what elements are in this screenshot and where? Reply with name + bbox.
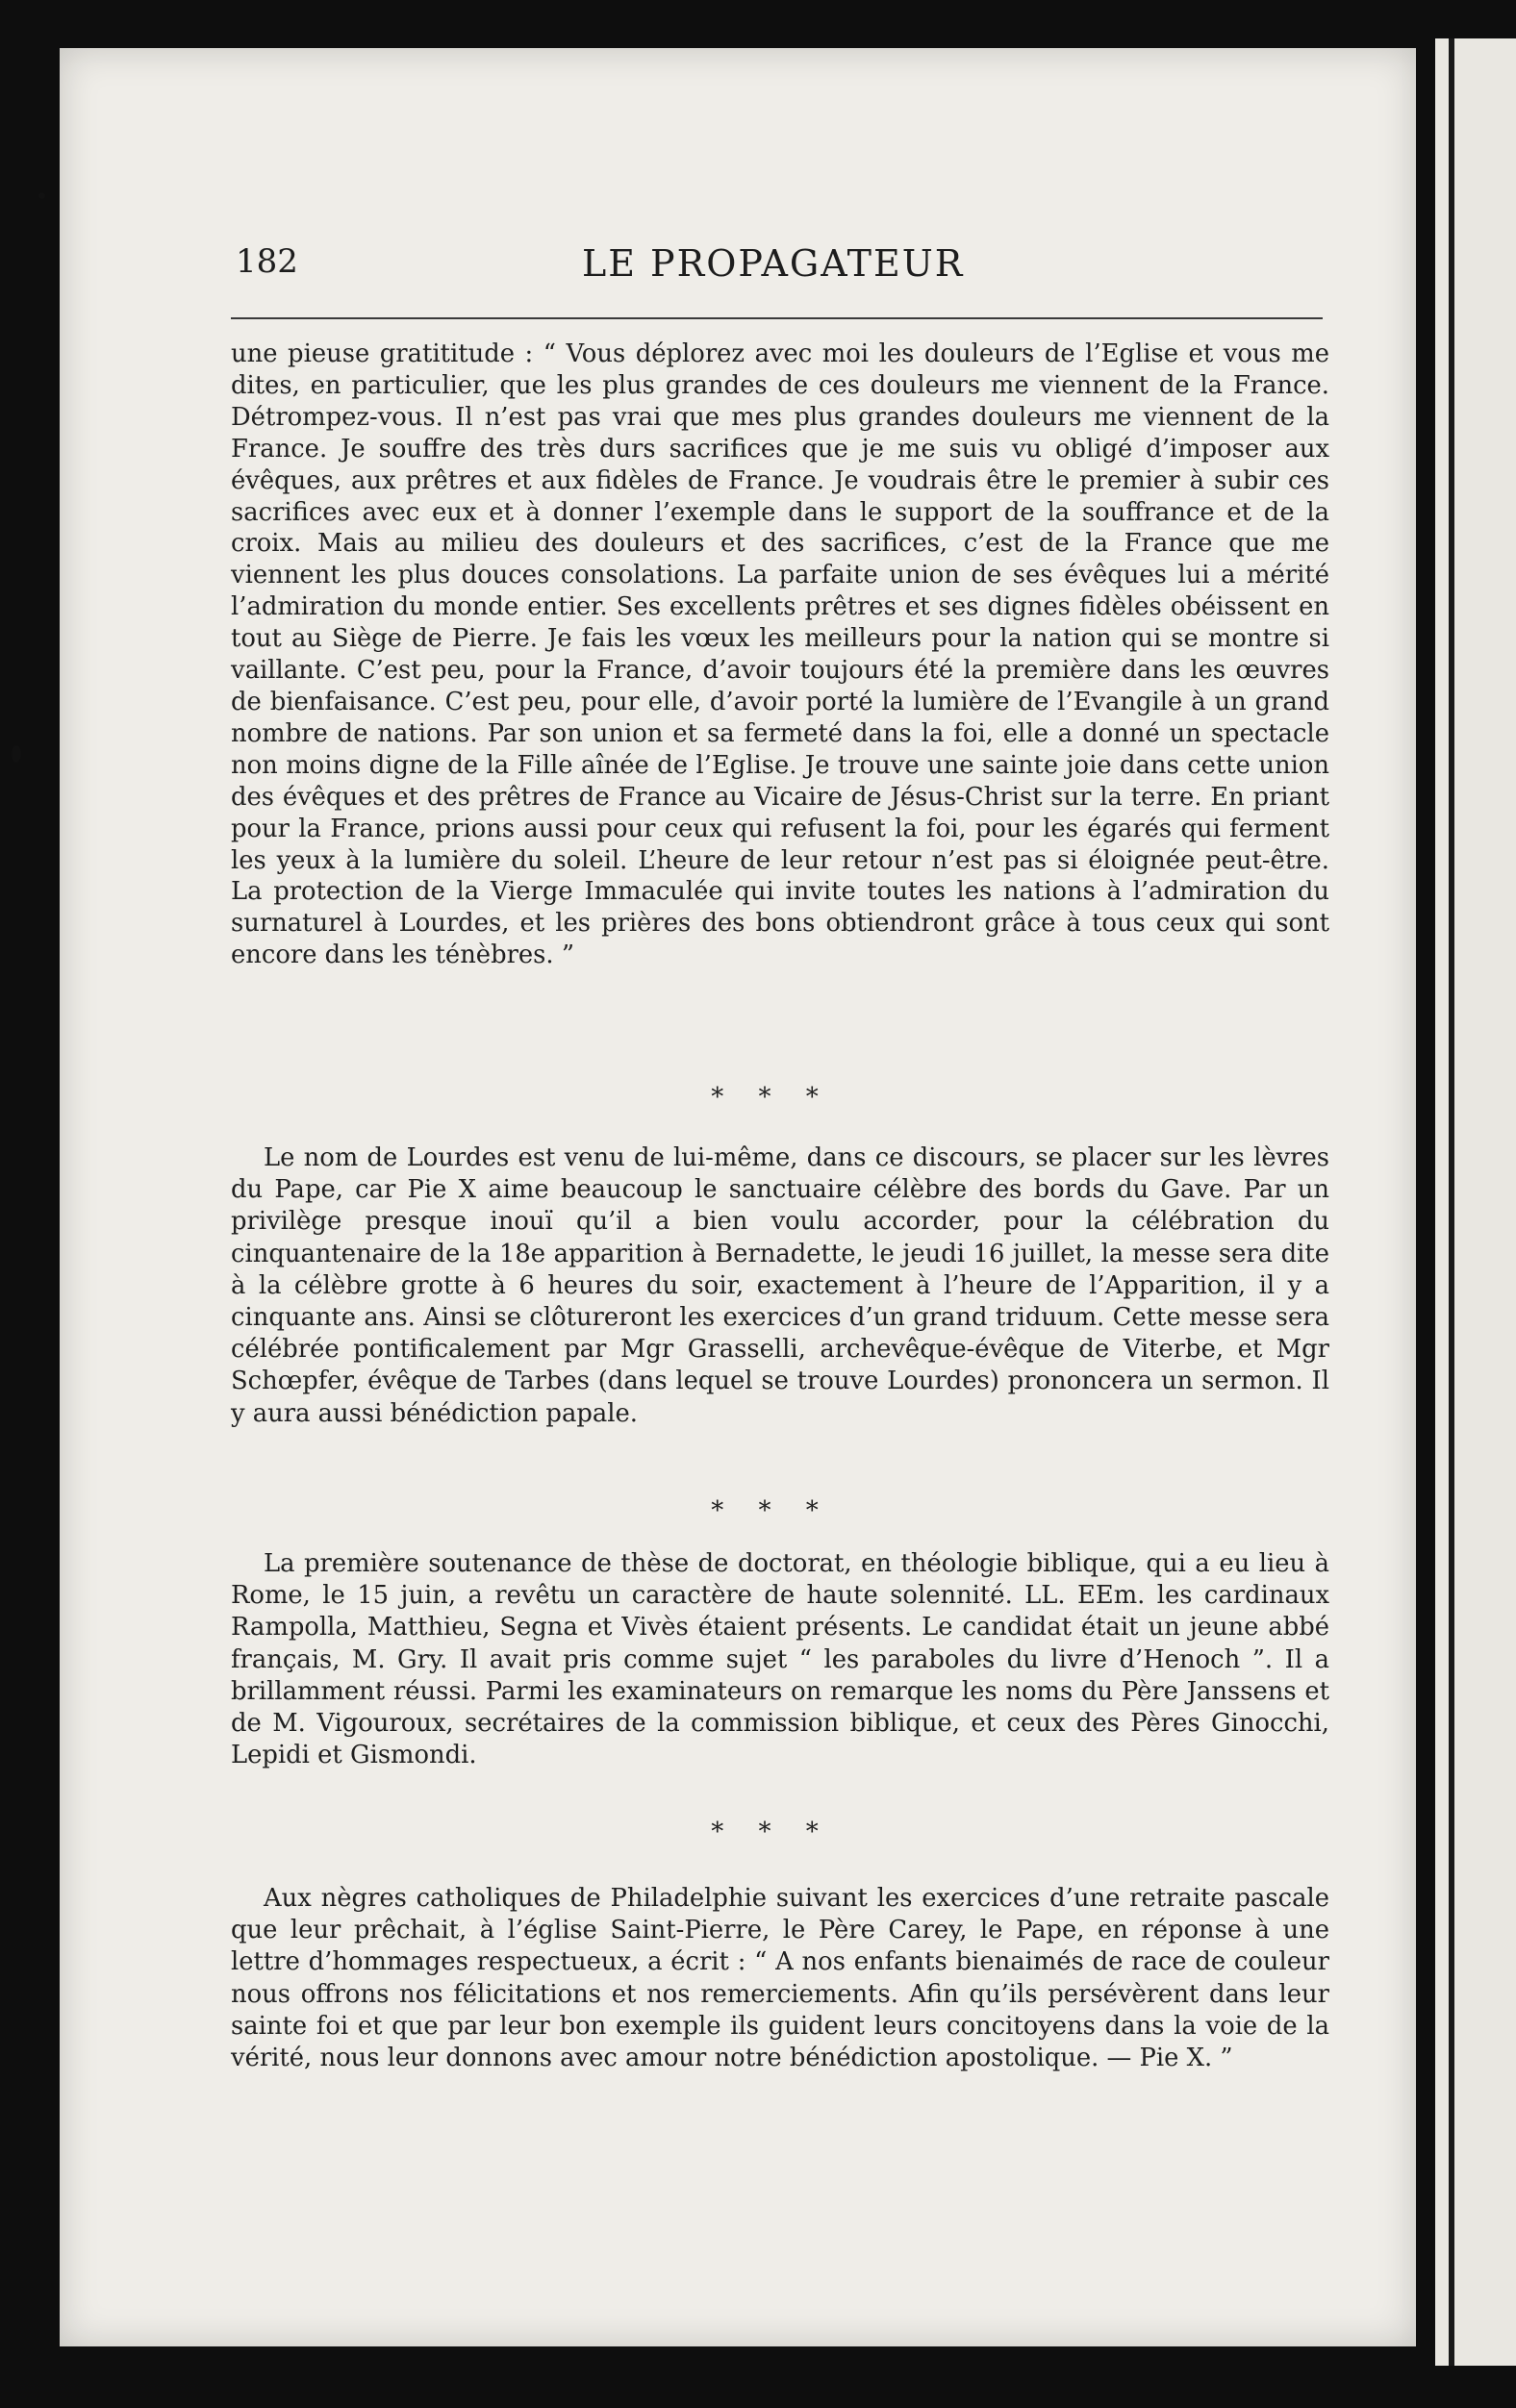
scan-speck (38, 192, 45, 199)
paragraph-pope-quote: une pieuse gratititude : “ Vous déplorez avec moi les douleurs de l’Eglise et vous me dites, en particulier, que les plus grandes de ces douleurs me viennent de la France. Détrompez-vous. Il n’est pas vrai que mes plus grandes douleurs me viennent de la France. Je souffre des très durs sacrifices que je me suis vu obligé d’imposer aux évêques, aux prêtres et aux fidèles de France. Je voudrais être le premier à subir ces sacrifices avec eux et à donner l’exemple dans le support de la souffrance et de la croix. Mais au milieu des douleurs et des sacrifices, c’est de la France que me viennent les plus douces consolations. La parfaite union de ses évêques lui a mérité l’admiration du monde entier. Ses excellents prêtres et ses dignes fidèles obéissent en tout au Siège de Pierre. Je fais les vœux les meilleurs pour la nation qui se montre si vaillante. C’est peu, pour la France, d’avoir toujours été la première dans les œuvres de bienfaisance. C’est peu, pour elle, d’avoir porté la lumière de l’Evangile à un grand nombre de nations. Par son union et sa fermeté dans la foi, elle a donné un spectacle non moins digne de la Fille aînée de l’Eglise. Je trouve une sainte joie dans cette union des évêques et des prêtres de France au Vicaire de Jésus-Christ sur la terre. En priant pour la France, prions aussi pour ceux qui refusent la foi, pour les égarés qui ferment les yeux à la lumière du soleil. L’heure de leur retour n’est pas si éloignée peut-être. La protection de la Vierge Immaculée qui invite toutes les nations à l’admiration du surnaturel à Lourdes, et les prières des bons obtiendront grâce à tous ceux qui sont encore dans les ténèbres. ” (231, 339, 1329, 970)
paragraph-philadelphia: Aux nègres catholiques de Philadelphie suivant les exercices d’une retraite pascale que leur prêchait, à l’église Saint-Pierre, le Père Carey, le Pape, en réponse à une lettre d’hommages respectueux, a écrit : “ A nos enfants bienaimés de race de couleur nous offrons nos félicitations et nos remerciements. Afin qu’ils persévèrent dans leur sainte foi et que par leur bon exemple ils guident leurs concitoyens dans la voie de la vérité, nous leur donnons avec amour notre bénédiction apostolique. — Pie X. ” (231, 1884, 1329, 2073)
running-title: LE PROPAGATEUR (582, 242, 965, 285)
page-gutter (1449, 38, 1454, 2366)
section-separator: * * * (711, 1496, 832, 1525)
scan-speck (12, 745, 21, 763)
adjacent-page-edge (1435, 38, 1516, 2366)
page-header (236, 242, 1323, 290)
section-separator: * * * (711, 1083, 832, 1112)
paragraph-lourdes: Le nom de Lourdes est venu de lui-même, dans ce discours, se placer sur les lèvres du Pape, car Pie X aime beaucoup le sanctuaire célèbre des bords du Gave. Par un privilège presque inouï qu’il a bien voulu accorder, pour la célébration du cinquantenaire de la 18e apparition à Bernadette, le jeudi 16 juillet, la messe sera dite à la célèbre grotte à 6 heures du soir, exactement à l’heure de l’Apparition, il y a cinquante ans. Ainsi se clôtureront les exercices d’un grand triduum. Cette messe sera célébrée pontificalement par Mgr Grasselli, archevêque-évêque de Viterbe, et Mgr Schœpfer, évêque de Tarbes (dans lequel se trouve Lourdes) prononcera un sermon. Il y aura aussi bénédiction papale. (231, 1143, 1329, 1428)
header-rule (231, 317, 1323, 319)
paragraph-doctoral-thesis: La première soutenance de thèse de doctorat, en théologie biblique, qui a eu lieu à Rome, le 15 juin, a revêtu un caractère de haute solennité. LL. EEm. les cardinaux Rampolla, Matthieu, Segna et Vivès étaient présents. Le candidat était un jeune abbé français, M. Gry. Il avait pris comme sujet “ les paraboles du livre d’Henoch ”. Il a brillamment réussi. Parmi les examinateurs on remarque les noms du Père Janssens et de M. Vigouroux, secrétaires de la commission biblique, et ceux des Pères Ginocchi, Lepidi et Gismondi. (231, 1549, 1329, 1770)
page-number: 182 (236, 242, 298, 281)
section-separator: * * * (711, 1818, 832, 1846)
